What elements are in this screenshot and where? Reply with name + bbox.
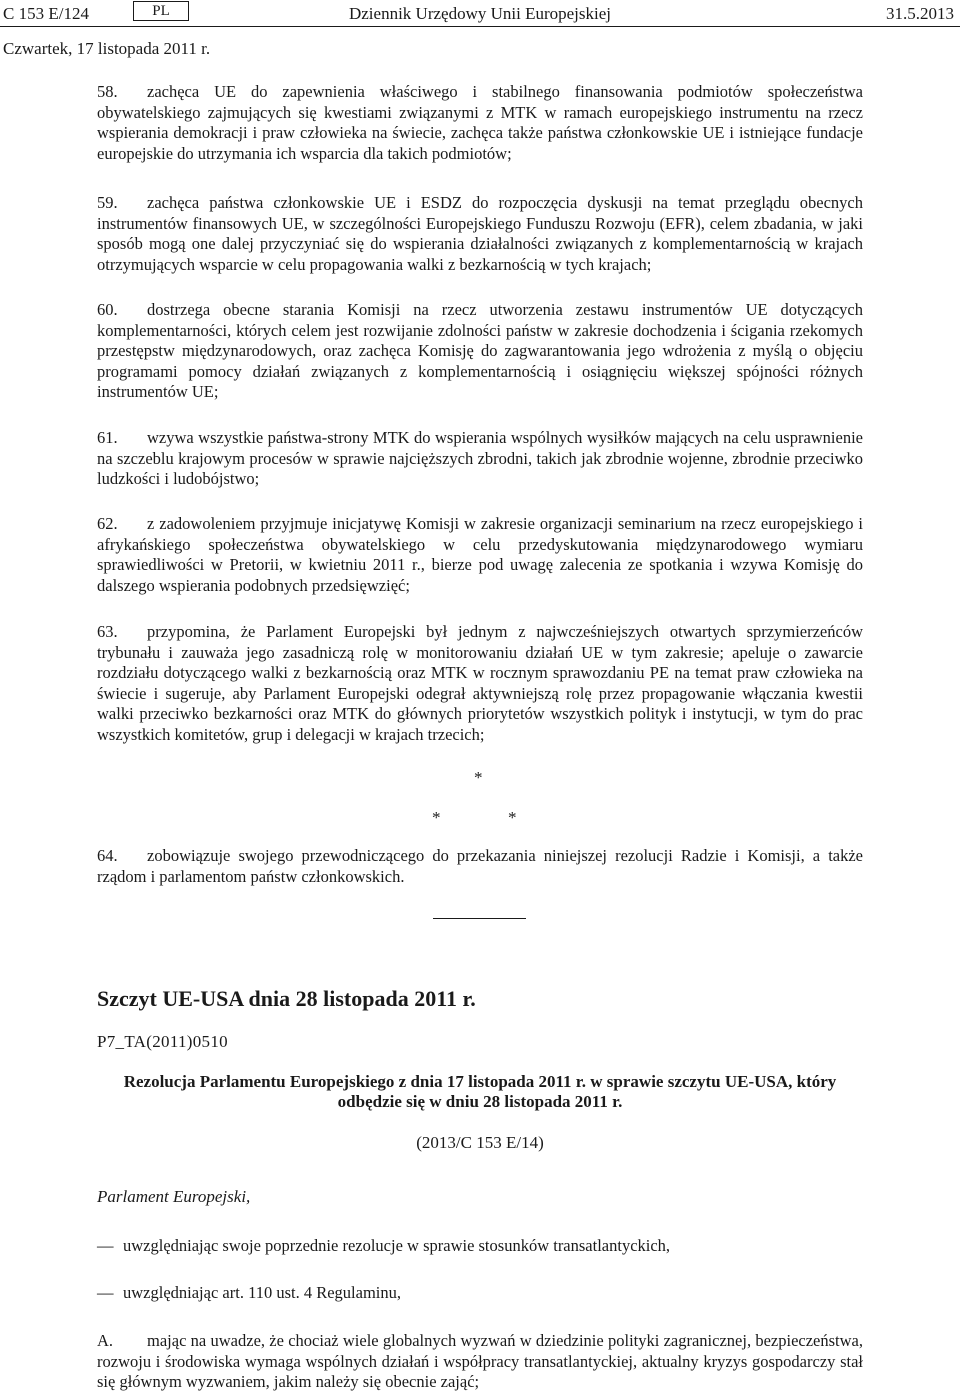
header-rule (0, 26, 960, 27)
recital-a (97, 1331, 863, 1393)
recital-text: mając na uwadze, że chociaż wiele globalnych wyzwań w dziedzinie polityki zagranicznej, bezpieczeństwa, rozwoju i środowiska wymaga wspólnych działań i współpracy transatlantyckiej, aktualny kryzys gospodarczy stał się głównym wyzwaniem, jakim należy się obecnie zająć; (97, 1331, 863, 1391)
dash-marker: — (97, 1283, 114, 1302)
citation-text: uwzględniając art. 110 ust. 4 Regulaminu, (123, 1283, 401, 1302)
paragraph-58 (97, 82, 863, 164)
paragraph-number: 61. (97, 428, 118, 447)
publication-date: 31.5.2013 (886, 4, 954, 23)
paragraph-number: 59. (97, 193, 118, 212)
paragraph-number: 64. (97, 846, 118, 865)
language-badge: PL (133, 1, 189, 21)
paragraph-text: zachęca państwa członkowskie UE i ESDZ do rozpoczęcia dyskusji na temat przeglądu obecnych instrumentów finansowych UE, w szczególności Europejskiego Funduszu Rozwoju (EFR), celem zbadania, w jaki sposób mogą one dalej przyczyniać się do wspierania działalności związanych z komplementarnością w krajach otrzymujących wsparcie w celu propagowania walki z bezkarnością w tych krajach; (97, 193, 863, 274)
sitting-date: Czwartek, 17 listopada 2011 r. (3, 39, 211, 58)
paragraph-text: zobowiązuje swojego przewodniczącego do przekazania niniejszej rezolucji Radzie i Komisji, a także rządom i parlamentom państw członkowskich. (97, 846, 863, 886)
citation-item (97, 1236, 863, 1256)
paragraph-62 (97, 514, 863, 596)
section-separator (433, 918, 526, 919)
citation-item (97, 1283, 863, 1303)
paragraph-number: 63. (97, 622, 118, 641)
paragraph-text: zachęca UE do zapewnienia właściwego i stabilnego finansowania podmiotów społeczeństwa obywatelskiego zajmujących się kwestiami związanymi z MTK w ramach europejskiego instrumentu na rzecz wspierania demokracji i praw człowieka na świecie, zachęca także państwa członkowskie UE i istniejące fundacje europejskie do utrzymania ich wsparcia dla takich podmiotów; (97, 82, 863, 163)
paragraph-number: 58. (97, 82, 118, 101)
page-reference: C 153 E/124 (3, 4, 89, 23)
paragraph-text: z zadowoleniem przyjmuje inicjatywę Komisji w zakresie organizacji seminarium na rzecz europejskiego i afrykańskiego społeczeństwa obywatelskiego w celu przedyskutowania międzynarodowego wymiaru sprawiedliwości w Pretorii, w kwietniu 2011 r., bierze pod uwagę zalecenia ze spotkania i wzywa Komisję do dalszego wspierania podobnych przedsięwzięć; (97, 514, 863, 595)
paragraph-61 (97, 428, 863, 490)
paragraph-number: 60. (97, 300, 118, 319)
dash-marker: — (97, 1236, 114, 1255)
paragraph-59 (97, 193, 863, 275)
parliament-heading: Parlament Europejski, (97, 1187, 251, 1206)
official-journal-reference: (2013/C 153 E/14) (416, 1133, 544, 1152)
citation-text: uwzględniając swoje poprzednie rezolucje w sprawie stosunków transatlantyckich, (123, 1236, 671, 1255)
document-reference: P7_TA(2011)0510 (97, 1032, 228, 1051)
recital-number: A. (97, 1331, 114, 1350)
paragraph-64 (97, 846, 863, 887)
paragraph-60 (97, 300, 863, 403)
journal-title: Dziennik Urzędowy Unii Europejskiej (348, 4, 611, 23)
page-header (0, 0, 960, 28)
asterisk-right: * (508, 808, 517, 827)
paragraph-text: wzywa wszystkie państwa-strony MTK do wspierania wspólnych wysiłków mających na celu usprawnienie na szczeblu krajowym procesów w sprawie najcięższych zbrodni, takich jak zbrodnie wojenne, zbrodnie przeciwko ludzkości i ludobójstwo; (97, 428, 863, 488)
resolution-title: Rezolucja Parlamentu Europejskiego z dnia 17 listopada 2011 r. w sprawie szczytu UE-USA, który odbędzie się w dniu 28 listopada 2011 r. (123, 1072, 837, 1111)
paragraph-text: dostrzega obecne starania Komisji na rzecz utworzenia zestawu instrumentów UE dotyczących komplementarności, których celem jest rozwijanie zdolności państw w zakresie dochodzenia i ścigania rzekomych przestępstw międzynarodowych, oraz zachęca Komisję do zagwarantowania jego wdrożenia z myślą o objęciu programami pomocy działań związanych z komplementarnością i osiągnięciu większej spójności różnych instrumentów UE; (97, 300, 863, 401)
asterisk-top: * (474, 768, 483, 787)
paragraph-text: przypomina, że Parlament Europejski był jednym z najwcześniejszych otwartych sprzymierzeńców trybunału i zauważa jego zasadniczą rolę w monitorowaniu działań UE w tym zakresie; apeluje o zawarcie rozdziału dotyczącego walki z bezkarnością oraz MTK w rocznym sprawozdaniu PE na temat praw człowieka na świecie i sugeruje, aby Parlament Europejski odegrał aktywniejszą rolę przez propagowanie włączania kwestii walki przeciwko bezkarności oraz MTK do głównych priorytetów wszystkich polityk i instytucji, w tym do prac wszystkich komitetów, grup i delegacji w krajach trzecich; (97, 622, 863, 744)
paragraph-number: 62. (97, 514, 118, 533)
paragraph-63 (97, 622, 863, 745)
asterisk-left: * (432, 808, 441, 827)
section-title: Szczyt UE-USA dnia 28 listopada 2011 r. (97, 986, 476, 1011)
